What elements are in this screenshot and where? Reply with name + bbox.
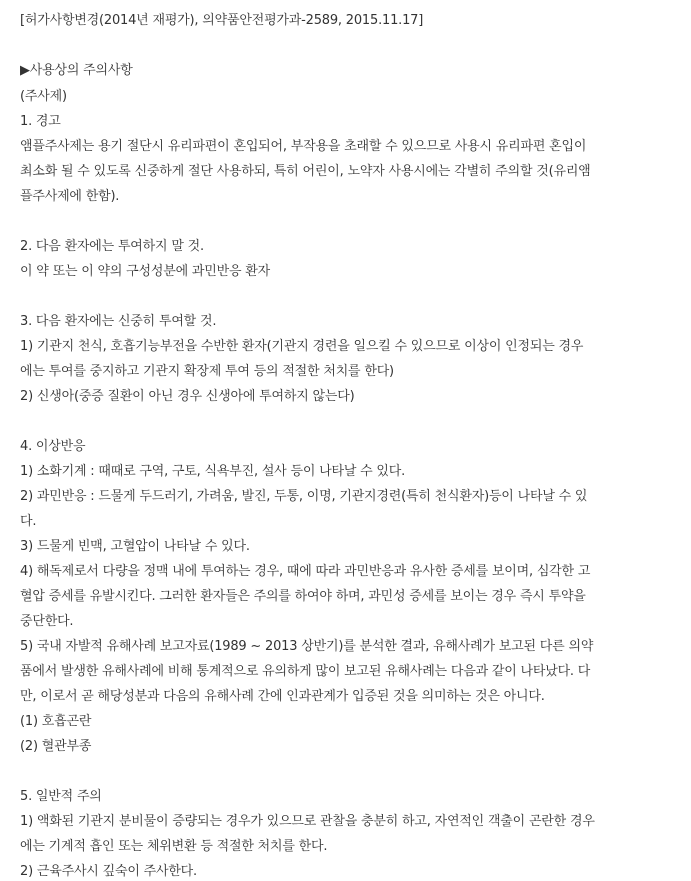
paragraph-line: 5) 국내 자발적 유해사례 보고자료(1989 ~ 2013 상반기)를 분석한 결과, 유해사례가 보고된 다른 의약 [20,639,594,654]
paragraph-line: 2) 신생아(중증 질환이 아닌 경우 신생아에 투여하지 않는다) [20,389,355,404]
paragraph-line: 에는 투여를 중지하고 기관지 확장제 투여 등의 적절한 처치를 한다) [20,364,394,379]
paragraph-line: 다. [20,514,37,529]
paragraph-line: (2) 혈관부종 [20,739,92,754]
paragraph-line: (1) 호흡곤란 [20,714,92,729]
paragraph-line: 최소화 될 수 있도록 신중하게 절단 사용하되, 특히 어린이, 노약자 사용시에는 각별히 주의할 것(유리앰 [20,164,591,179]
general-precautions-heading: 5. 일반적 주의 [20,789,102,804]
paragraph-line: 앰플주사제는 용기 절단시 유리파편이 혼입되어, 부작용을 초래할 수 있으므로 사용시 유리파편 혼입이 [20,139,587,154]
paragraph-line: 2) 근육주사시 깊숙이 주사한다. [20,864,197,879]
paragraph-line: 1) 액화된 기관지 분비물이 증량되는 경우가 있으므로 관찰을 충분히 하고, 자연적인 객출이 곤란한 경우 [20,814,595,829]
caution-heading: 3. 다음 환자에는 신중히 투여할 것. [20,314,217,329]
paragraph-line: 2) 과민반응 : 드물게 두드러기, 가려움, 발진, 두통, 이명, 기관지경련(특히 천식환자)등이 나타날 수 있 [20,489,588,504]
paragraph-line: 에는 기계적 흡인 또는 체위변환 등 적절한 처치를 한다. [20,839,328,854]
contraindication-heading: 2. 다음 환자에는 투여하지 말 것. [20,239,204,254]
document-header: [허가사항변경(2014년 재평가), 의약품안전평가과-2589, 2015.11.17] [20,13,424,28]
paragraph-line: 품에서 발생한 유해사례에 비해 통계적으로 유의하게 많이 보고된 유해사례는 다음과 같이 나타났다. 다 [20,664,591,679]
adverse-reactions-heading: 4. 이상반응 [20,439,86,454]
paragraph-line: 1) 기관지 천식, 호흡기능부전을 수반한 환자(기관지 경련을 일으킬 수 있으므로 이상이 인정되는 경우 [20,339,584,354]
dosage-form: (주사제) [20,89,67,104]
paragraph-line: 1) 소화기계 : 때때로 구역, 구토, 식욕부진, 설사 등이 나타날 수 있다. [20,464,406,479]
paragraph-line: 중단한다. [20,614,74,629]
paragraph-line: 혈압 증세를 유발시킨다. 그러한 환자들은 주의를 하여야 하며, 과민성 증세를 보이는 경우 즉시 투약을 [20,589,586,604]
warning-heading: 1. 경고 [20,114,61,129]
paragraph-line: 만, 이로서 곧 해당성분과 다음의 유해사례 간에 인과관계가 입증된 것을 의미하는 것은 아니다. [20,689,545,704]
paragraph-line: 4) 해독제로서 다량을 정맥 내에 투여하는 경우, 때에 따라 과민반응과 유사한 증세를 보이며, 심각한 고 [20,564,591,579]
section-title: ▶사용상의 주의사항 [20,63,133,78]
paragraph-line: 이 약 또는 이 약의 구성성분에 과민반응 환자 [20,264,270,279]
paragraph-line: 3) 드물게 빈맥, 고혈압이 나타날 수 있다. [20,539,250,554]
paragraph-line: 플주사제에 한함). [20,189,120,204]
